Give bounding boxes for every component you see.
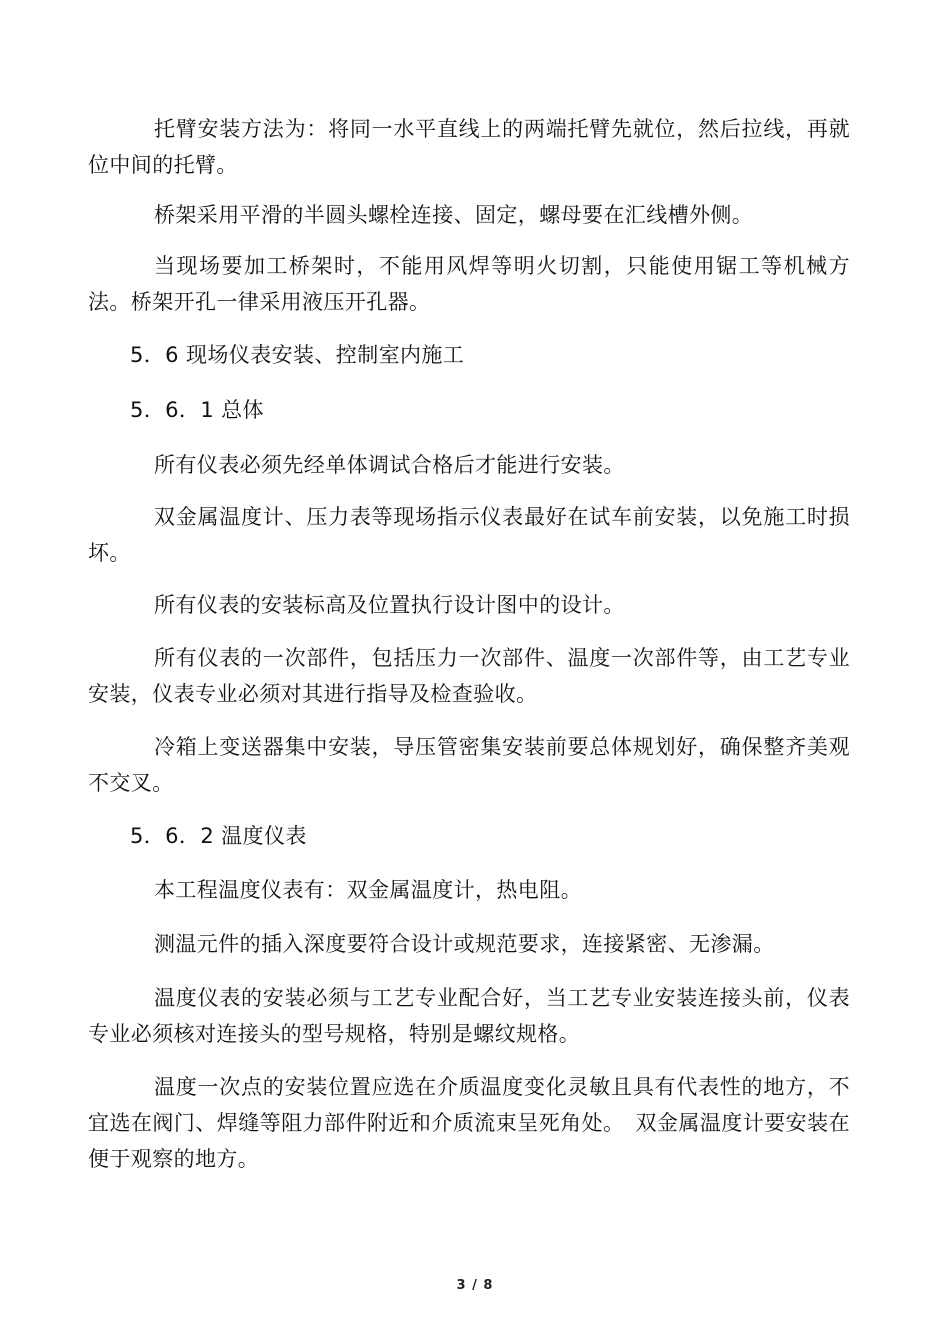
- paragraph-calibration: 所有仪表必须先经单体调试合格后才能进行安装。: [154, 453, 625, 477]
- paragraph-coordination: 温度仪表的安装必须与工艺专业配合好，当工艺专业安装连接头前，仪表专业必须核对连接头的型号规格，特别是螺纹规格。: [88, 986, 850, 1046]
- section-heading-5-6-2: 5．6．2 温度仪表: [130, 824, 307, 848]
- paragraph-insertion-depth: 测温元件的插入深度要符合设计或规范要求，连接紧密、无渗漏。: [154, 932, 775, 956]
- section-heading-5-6-1: 5．6．1 总体: [130, 398, 264, 422]
- paragraph-bracket-installation: 托臂安装方法为：将同一水平直线上的两端托臂先就位，然后拉线，再就位中间的托臂。: [88, 117, 850, 177]
- paragraph-elevation: 所有仪表的安装标高及位置执行设计图中的设计。: [154, 593, 625, 617]
- paragraph-field-instruments: 双金属温度计、压力表等现场指示仪表最好在试车前安装，以免施工时损坏。: [88, 505, 850, 565]
- paragraph-primary-parts: 所有仪表的一次部件，包括压力一次部件、温度一次部件等，由工艺专业安装，仪表专业必须对其进行指导及检查验收。: [88, 646, 850, 706]
- paragraph-bridge-bolting: 桥架采用平滑的半圆头螺栓连接、固定，螺母要在汇线槽外侧。: [154, 203, 754, 227]
- paragraph-cold-box: 冷箱上变送器集中安装，导压管密集安装前要总体规划好，确保整齐美观不交叉。: [88, 735, 850, 795]
- paragraph-measuring-point: 温度一次点的安装位置应选在介质温度变化灵敏且具有代表性的地方，不宜选在阀门、焊缝等阻力部件附近和介质流束呈死角处。 双金属温度计要安装在便于观察的地方。: [88, 1075, 850, 1171]
- section-heading-5-6: 5．6 现场仪表安装、控制室内施工: [130, 343, 465, 367]
- paragraph-temperature-types: 本工程温度仪表有：双金属温度计，热电阻。: [154, 878, 582, 902]
- page-number: 3 / 8: [456, 1278, 494, 1293]
- paragraph-bridge-cutting: 当现场要加工桥架时，不能用风焊等明火切割，只能使用锯工等机械方法。桥架开孔一律采用液压开孔器。: [88, 254, 850, 314]
